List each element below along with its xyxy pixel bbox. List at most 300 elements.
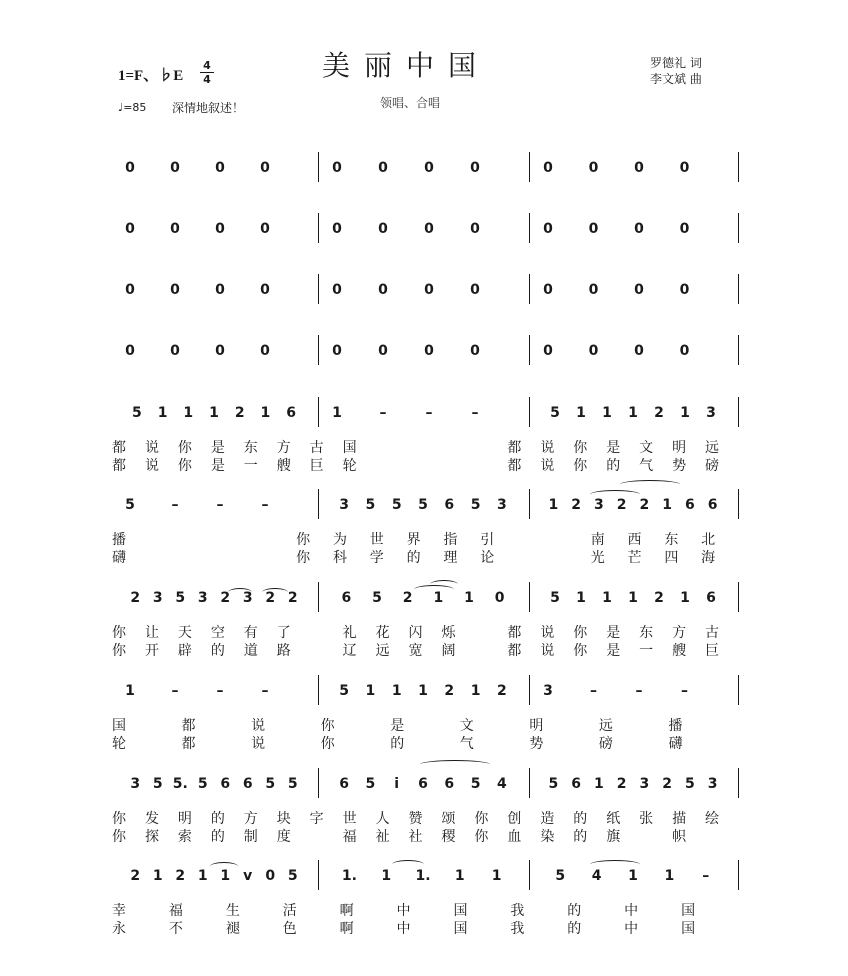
note: 0 — [424, 221, 434, 237]
lyric-char: 天 — [177, 625, 192, 641]
note: 6 — [444, 497, 455, 513]
lyric-char: 开 — [144, 643, 159, 659]
lyric-char: 播 — [668, 718, 683, 734]
note: 0 — [125, 160, 135, 176]
barline — [529, 675, 530, 705]
note: 1 — [332, 405, 342, 421]
lyric-char: 创 — [507, 811, 522, 827]
lyric-char: 远 — [375, 643, 390, 659]
lyric-char: 色 — [282, 921, 297, 937]
lyric-char: 你 — [474, 829, 489, 845]
note: 0 — [170, 160, 180, 176]
lyric-char: 啊 — [339, 921, 354, 937]
lyric-char: 轮 — [342, 458, 357, 474]
note: – — [681, 683, 688, 699]
lyric-char: 是 — [606, 440, 621, 456]
note: 0 — [470, 160, 480, 176]
lyric-char: 的 — [573, 829, 588, 845]
note: 3 — [152, 590, 163, 606]
note: 0 — [265, 868, 276, 884]
note: 6 — [418, 776, 428, 792]
note: 2 — [616, 776, 627, 792]
lyric-char: 活 — [282, 903, 297, 919]
note: 0 — [378, 160, 388, 176]
lyric-char: 让 — [144, 625, 159, 641]
lyric-char: 我 — [510, 921, 525, 937]
lyric-char: 方 — [243, 811, 258, 827]
barline — [738, 274, 739, 304]
note: 1 — [628, 590, 638, 606]
lyric-char: 海 — [701, 550, 716, 566]
note: 2 — [654, 405, 664, 421]
barline — [738, 768, 739, 798]
lyric-char: 你 — [320, 718, 335, 734]
lyric-char: 字 — [309, 811, 324, 827]
lyric-char: 你 — [573, 440, 588, 456]
note: 1 — [391, 683, 402, 699]
note: 3 — [130, 776, 141, 792]
note: 2 — [616, 497, 627, 513]
lyric-char: 纸 — [606, 811, 621, 827]
note: 0 — [260, 343, 270, 359]
lyric-char: 索 — [177, 829, 192, 845]
barline — [318, 274, 319, 304]
note: 3 — [339, 497, 350, 513]
barline — [318, 582, 319, 612]
barline — [529, 335, 530, 365]
note: 2 — [639, 497, 650, 513]
barline — [738, 489, 739, 519]
note: 5 — [265, 776, 276, 792]
lyric-char: 界 — [406, 532, 421, 548]
lyric-char: 理 — [443, 550, 458, 566]
note: 2 — [130, 868, 141, 884]
barline — [318, 860, 319, 890]
lyric-char: 宽 — [408, 643, 423, 659]
note: 0 — [332, 343, 342, 359]
lyric-char: 都 — [507, 643, 522, 659]
note: 6 — [341, 590, 352, 606]
lyric-char: 北 — [701, 532, 716, 548]
note: 0 — [588, 343, 599, 359]
note: 5 — [287, 868, 298, 884]
note: 5 — [372, 590, 382, 606]
lyric-char: 我 — [510, 903, 525, 919]
lyric-char: 社 — [408, 829, 423, 845]
lyric-char: 块 — [276, 811, 291, 827]
lyric-char: 有 — [243, 625, 258, 641]
note: 1 — [433, 590, 444, 606]
note: 5. — [172, 776, 188, 792]
note: 4 — [591, 868, 602, 884]
note: 0 — [378, 282, 388, 298]
note: 3 — [496, 497, 507, 513]
note: 3 — [594, 497, 604, 513]
lyric-char: 的 — [406, 550, 421, 566]
time-signature — [200, 60, 214, 85]
note: 6 — [242, 776, 253, 792]
slur-mark — [590, 860, 640, 869]
note: – — [635, 683, 643, 699]
lyric-char: 势 — [672, 458, 687, 474]
note: 0 — [588, 221, 599, 237]
lyric-char: 远 — [705, 440, 720, 456]
lyric-char: 的 — [573, 811, 588, 827]
note: 0 — [170, 343, 180, 359]
lyric-char: 是 — [210, 440, 225, 456]
lyric-char: 东 — [243, 440, 258, 456]
lyric-char: 你 — [474, 811, 489, 827]
note: 6 — [571, 776, 581, 792]
lyric-char: 是 — [390, 718, 405, 734]
note: 6 — [685, 497, 695, 513]
lyric-char: 的 — [210, 811, 225, 827]
note: – — [216, 683, 224, 699]
note: 4 — [496, 776, 507, 792]
note: 1 — [602, 405, 612, 421]
lyric-char: 论 — [480, 550, 495, 566]
lyric-char: 国 — [681, 903, 696, 919]
lyric-char: 张 — [639, 811, 654, 827]
barline — [529, 582, 530, 612]
lyric-char: 道 — [243, 643, 258, 659]
lyric-char: 都 — [181, 718, 196, 734]
note: 1 — [548, 497, 559, 513]
lyric-char: 远 — [598, 718, 613, 734]
note: 1 — [183, 405, 194, 421]
note: 0 — [424, 160, 434, 176]
lyric-char: 你 — [573, 625, 588, 641]
lyric-char: 国 — [342, 440, 357, 456]
lyric-char: 你 — [112, 811, 126, 827]
barline — [738, 860, 739, 890]
note: 2 — [130, 590, 141, 606]
lyric-char: 国 — [681, 921, 696, 937]
note: 5 — [152, 776, 163, 792]
lyric-char: 礼 — [342, 625, 357, 641]
note: 2 — [654, 590, 664, 606]
note: 0 — [332, 221, 342, 237]
lyric-char: 都 — [112, 458, 126, 474]
slur-mark — [620, 480, 680, 489]
lyric-char: 科 — [332, 550, 347, 566]
note: 0 — [543, 282, 553, 298]
lyric-char: 古 — [705, 625, 720, 641]
lyric-char: 旗 — [606, 829, 621, 845]
note: 6 — [444, 776, 455, 792]
note: 5 — [470, 776, 481, 792]
slur-mark — [430, 580, 458, 589]
note: 2 — [571, 497, 581, 513]
note: 3 — [639, 776, 650, 792]
note: 0 — [215, 160, 225, 176]
note: 1 — [680, 405, 690, 421]
lyric-char: 巨 — [705, 643, 720, 659]
lyric-char: 轮 — [112, 736, 126, 752]
lyric-char: 了 — [276, 625, 291, 641]
barline — [318, 768, 319, 798]
barline — [738, 397, 739, 427]
note: v — [243, 868, 253, 884]
lyric-char: 文 — [639, 440, 654, 456]
lyric-char: 路 — [276, 643, 291, 659]
lyric-char: 辽 — [342, 643, 357, 659]
lyric-char: 国 — [453, 921, 468, 937]
lyric-char: 永 — [112, 921, 126, 937]
note: 1 — [454, 868, 465, 884]
lyric-char: 不 — [168, 921, 183, 937]
lyric-char: 指 — [443, 532, 458, 548]
slur-mark — [210, 862, 238, 871]
lyric-char: 的 — [567, 903, 582, 919]
lyric-char: 辟 — [177, 643, 192, 659]
lyric-char: 的 — [390, 736, 405, 752]
lyric-char: 花 — [375, 625, 390, 641]
lyric-char: 明 — [177, 811, 192, 827]
lyric-char: 赞 — [408, 811, 423, 827]
lyric-char: 中 — [396, 903, 411, 919]
note: 1 — [576, 405, 586, 421]
note: 0 — [679, 343, 690, 359]
lyric-char: 祉 — [375, 829, 390, 845]
note: 1 — [664, 868, 675, 884]
lyric-char: 血 — [507, 829, 522, 845]
lyric-char: 势 — [529, 736, 544, 752]
note: – — [261, 683, 269, 699]
lyric-char: 巨 — [309, 458, 324, 474]
lyric-char: 西 — [627, 532, 642, 548]
lyric-char: 说 — [540, 440, 555, 456]
lyric-char: 气 — [639, 458, 654, 474]
barline — [529, 768, 530, 798]
barline — [318, 152, 319, 182]
lyric-char: 你 — [320, 736, 335, 752]
note: 1 — [209, 405, 219, 421]
lyric-char: 闪 — [408, 625, 423, 641]
note: 1 — [260, 405, 271, 421]
note: 0 — [260, 160, 270, 176]
lyric-char: 绘 — [705, 811, 720, 827]
lyric-char: 你 — [112, 643, 126, 659]
lyric-char: 都 — [507, 458, 522, 474]
lyric-char: 南 — [590, 532, 605, 548]
lyric-char: 国 — [112, 718, 126, 734]
note: – — [171, 497, 179, 513]
song-title: 美丽中国 — [322, 49, 491, 82]
lyric-char: 你 — [573, 643, 588, 659]
note: 5 — [131, 405, 142, 421]
lyric-char: 都 — [112, 440, 126, 456]
note: 5 — [418, 497, 428, 513]
lyric-char: 你 — [296, 550, 311, 566]
slur-mark — [590, 490, 640, 499]
note: 1 — [464, 590, 474, 606]
note: 0 — [634, 160, 644, 176]
note: 1 — [152, 868, 163, 884]
lyric-char: 褪 — [225, 921, 240, 937]
note: 5 — [550, 590, 560, 606]
lyric-char: 一 — [639, 643, 654, 659]
lyric-char: 说 — [144, 440, 159, 456]
lyric-char: 古 — [309, 440, 324, 456]
lyric-char: 说 — [540, 625, 555, 641]
time-numerator: 4 — [203, 59, 211, 72]
lyric-char: 帜 — [672, 829, 687, 845]
note: 0 — [470, 221, 480, 237]
note: 2 — [496, 683, 507, 699]
note: 1 — [491, 868, 502, 884]
barline — [318, 675, 319, 705]
note: 6 — [220, 776, 231, 792]
barline — [529, 397, 530, 427]
lyric-char: 发 — [144, 811, 159, 827]
slur-mark — [262, 588, 288, 597]
slur-mark — [392, 860, 424, 869]
note: 0 — [378, 343, 388, 359]
note: 3 — [706, 405, 716, 421]
lyric-char: 芒 — [627, 550, 642, 566]
lyric-char: 制 — [243, 829, 258, 845]
lyric-char: 磅 — [705, 458, 720, 474]
note: 5 — [125, 497, 135, 513]
note: 2 — [444, 683, 455, 699]
lyric-char: 度 — [276, 829, 291, 845]
lyric-char: 中 — [624, 921, 639, 937]
note: 0 — [470, 343, 480, 359]
barline — [318, 335, 319, 365]
lyric-char: 明 — [672, 440, 687, 456]
note: 0 — [679, 221, 690, 237]
note: 1 — [628, 405, 638, 421]
barline — [738, 335, 739, 365]
note: 0 — [424, 343, 434, 359]
lyric-char: 礴 — [668, 736, 683, 752]
note: 0 — [588, 282, 599, 298]
note: 1 — [680, 590, 690, 606]
note: 5 — [365, 497, 376, 513]
lyric-char: 艘 — [672, 643, 687, 659]
note: 1. — [341, 868, 357, 884]
note: – — [261, 497, 269, 513]
note: 5 — [550, 405, 560, 421]
lyric-char: 福 — [168, 903, 183, 919]
note: 5 — [555, 868, 566, 884]
note: 1 — [365, 683, 376, 699]
note: 0 — [125, 343, 135, 359]
barline — [529, 274, 530, 304]
note: 5 — [685, 776, 695, 792]
lyric-char: 你 — [177, 458, 192, 474]
note: 0 — [170, 221, 180, 237]
note: 1 — [418, 683, 428, 699]
lyric-char: 描 — [672, 811, 687, 827]
lyric-char: 你 — [573, 458, 588, 474]
lyric-char: 的 — [606, 458, 621, 474]
lyric-char: 中 — [396, 921, 411, 937]
lyric-char: 播 — [112, 532, 126, 548]
note: 6 — [286, 405, 297, 421]
lyric-char: 幸 — [112, 903, 126, 919]
lyric-char: 学 — [369, 550, 384, 566]
note: 6 — [707, 497, 718, 513]
barline — [318, 213, 319, 243]
note: 2 — [175, 868, 186, 884]
note: 1 — [470, 683, 481, 699]
lyric-char: 光 — [590, 550, 605, 566]
note: 2 — [402, 590, 413, 606]
note: 0 — [332, 282, 342, 298]
note: 0 — [634, 282, 644, 298]
lyric-char: 说 — [540, 643, 555, 659]
note: 0 — [424, 282, 434, 298]
voice-designation: 领唱、合唱 — [380, 96, 441, 110]
barline — [529, 213, 530, 243]
lyric-char: 东 — [639, 625, 654, 641]
lyric-char: 你 — [112, 625, 126, 641]
note: 1 — [220, 868, 231, 884]
lyric-char: 说 — [540, 458, 555, 474]
lyric-char: 空 — [210, 625, 225, 641]
note: 5 — [391, 497, 402, 513]
lyric-char: 礴 — [112, 550, 126, 566]
note: 1 — [628, 868, 638, 884]
time-denominator: 4 — [203, 73, 211, 86]
note: – — [702, 868, 710, 884]
note: 3 — [543, 683, 553, 699]
lyric-char: 国 — [453, 903, 468, 919]
barline — [318, 489, 319, 519]
note: 1 — [576, 590, 586, 606]
lyric-char: 中 — [624, 903, 639, 919]
lyric-char: 艘 — [276, 458, 291, 474]
lyric-char: 人 — [375, 811, 390, 827]
note: 0 — [470, 282, 480, 298]
key-signature: 1=F、♭E — [118, 68, 184, 84]
barline — [318, 397, 319, 427]
note: 2 — [265, 590, 276, 606]
note: – — [590, 683, 597, 699]
note: – — [216, 497, 224, 513]
note: 0 — [215, 221, 225, 237]
note: 5 — [365, 776, 376, 792]
lyric-char: 引 — [480, 532, 495, 548]
note: i — [394, 776, 400, 792]
barline — [529, 860, 530, 890]
note: – — [379, 405, 387, 421]
lyric-char: 染 — [540, 829, 555, 845]
lyric-char: 磅 — [598, 736, 613, 752]
note: 1. — [415, 868, 431, 884]
note: 0 — [679, 160, 690, 176]
lyric-char: 的 — [567, 921, 582, 937]
lyric-char: 方 — [276, 440, 291, 456]
note: 1 — [157, 405, 168, 421]
note: 3 — [242, 590, 253, 606]
note: 1 — [602, 590, 612, 606]
lyric-char: 你 — [112, 829, 126, 845]
lyric-char: 方 — [672, 625, 687, 641]
note: 0 — [125, 282, 135, 298]
note: – — [425, 405, 433, 421]
note: 0 — [125, 221, 135, 237]
note: 0 — [215, 282, 225, 298]
note: 2 — [234, 405, 245, 421]
note: 1 — [125, 683, 135, 699]
note: 0 — [260, 221, 270, 237]
slur-mark — [228, 588, 252, 597]
lyric-char: 啊 — [339, 903, 354, 919]
lyric-char: 探 — [144, 829, 159, 845]
